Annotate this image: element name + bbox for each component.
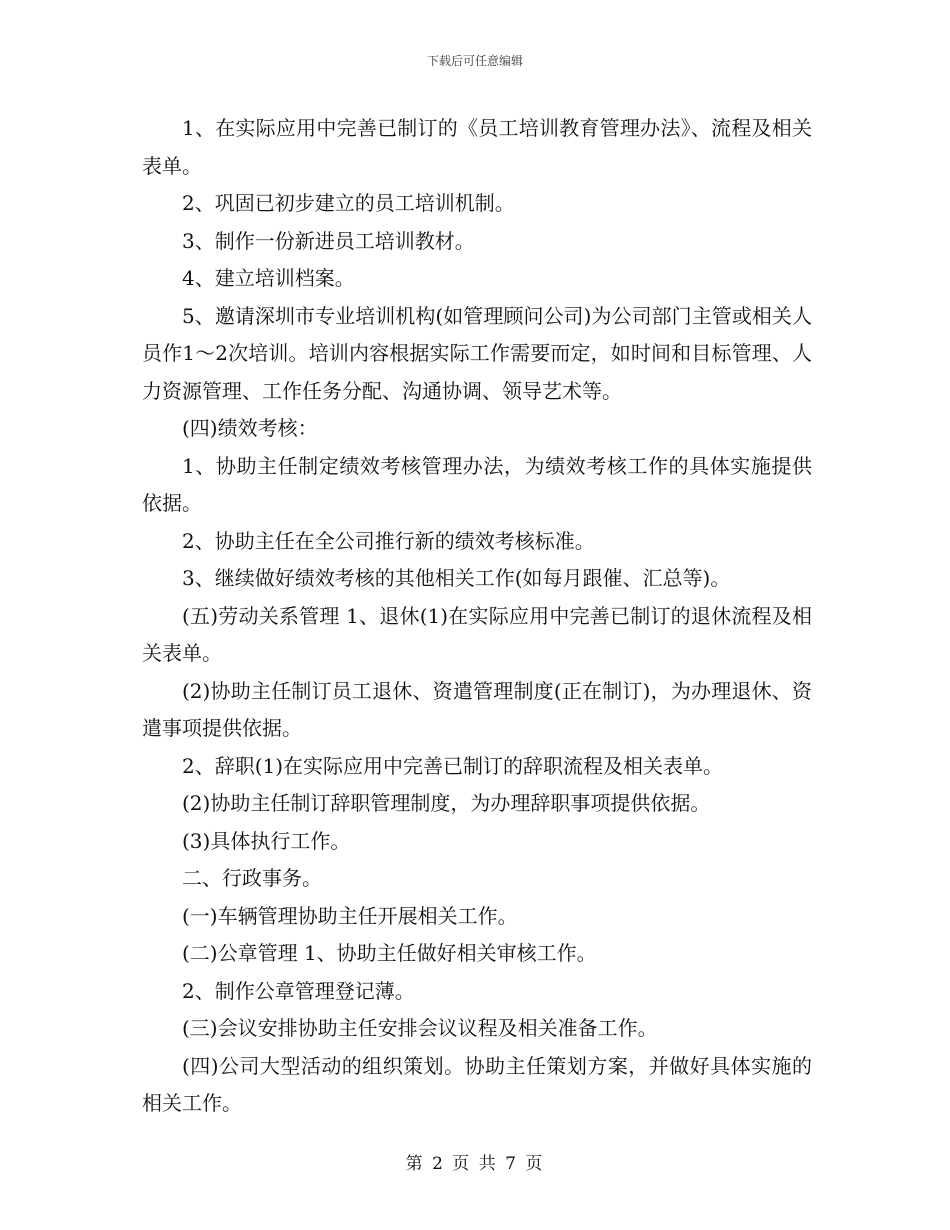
paragraph-13: (2)协助主任制订辞职管理制度，为办理辞职事项提供依据。 (182, 791, 711, 815)
paragraph-11: (2)协助主任制订员工退休、资遣管理制度(正在制订)，为办理退休、资遣事项提供依据。 (142, 678, 812, 740)
paragraph-2: 2、巩固已初步建立的员工培训机制。 (182, 191, 515, 215)
paragraph-7: 1、协助主任制定绩效考核管理办法，为绩效考核工作的具体实施提供依据。 (142, 453, 812, 515)
paragraph-4: 4、建立培训档案。 (182, 266, 355, 290)
page-number: 第 2 页 共 7 页 (405, 1154, 545, 1174)
paragraph-18: 2、制作公章管理登记薄。 (182, 978, 415, 1003)
paragraph-5: 5、邀请深圳市专业培训机构(如管理顾问公司)为公司部门主管或相关人员作1～2次培训。培训内容根据实际工作需要而定，如时间和目标管理、人力资源管理、工作任务分配、沟通协调、领导艺术等。 (142, 303, 812, 403)
paragraph-9: 3、继续做好绩效考核的其他相关工作(如每月跟催、汇总等)。 (182, 566, 731, 590)
paragraph-3: 3、制作一份新进员工培训教材。 (182, 228, 475, 253)
paragraph-10: (五)劳动关系管理 1、退休(1)在实际应用中完善已制订的退休流程及相关表单。 (142, 603, 812, 665)
paragraph-1: 1、在实际应用中完善已制订的《员工培训教育管理办法》、流程及相关表单。 (142, 116, 812, 178)
paragraph-12: 2、辞职(1)在实际应用中完善已制订的辞职流程及相关表单。 (182, 753, 724, 778)
paragraph-19: (三)会议安排协助主任安排会议议程及相关准备工作。 (182, 1016, 658, 1040)
document-body (142, 110, 812, 1123)
paragraph-8: 2、协助主任在全公司推行新的绩效考核标准。 (182, 528, 595, 553)
paragraph-20: (四)公司大型活动的组织策划。协助主任策划方案，并做好具体实施的相关工作。 (142, 1053, 812, 1115)
paragraph-17: (二)公章管理 1、协助主任做好相关审核工作。 (182, 941, 597, 965)
paragraph-14: (3)具体执行工作。 (182, 828, 351, 853)
page-header: 下载后可任意编辑 (426, 54, 523, 68)
section-heading-admin: 二、行政事务。 (182, 866, 322, 890)
section-heading-performance: (四)绩效考核： (182, 416, 318, 440)
paragraph-16: (一)车辆管理协助主任开展相关工作。 (182, 903, 518, 928)
